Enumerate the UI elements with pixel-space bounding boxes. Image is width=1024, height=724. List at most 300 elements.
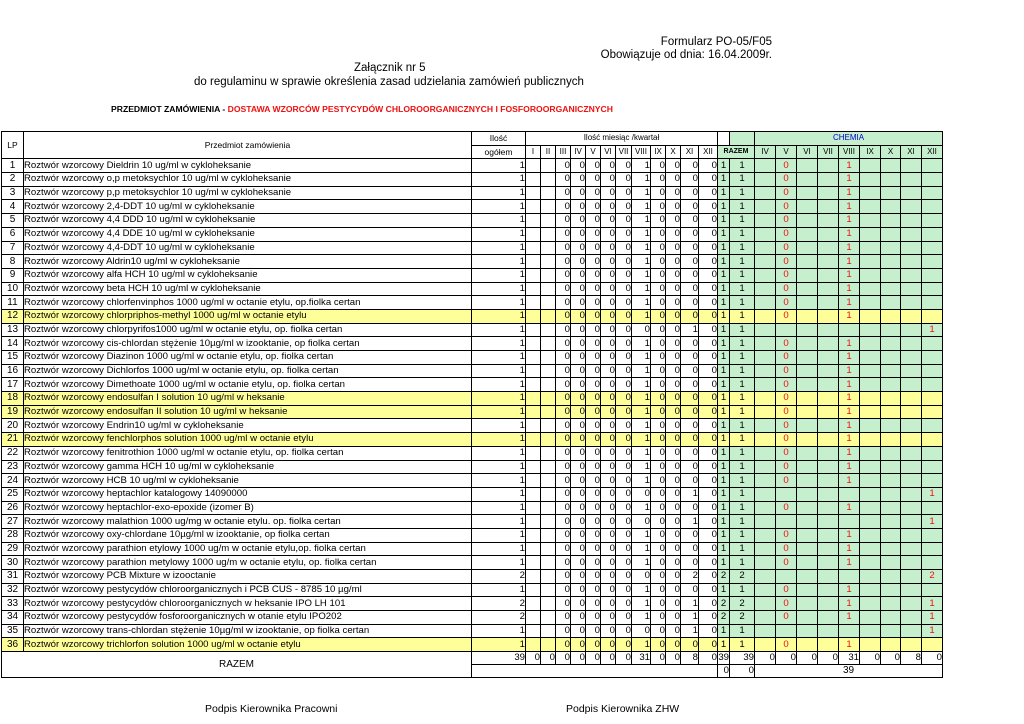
- row-subject: Roztwór wzorcowy parathion etylowy 1000 ug/m w octanie etylu,op. fiolka certan: [24, 542, 472, 556]
- row-chem-qty: [881, 638, 901, 652]
- row-month-qty: 0: [651, 364, 666, 378]
- row-chem-qty: [839, 323, 860, 337]
- row-month-qty: [526, 364, 541, 378]
- row-month-qty: 0: [586, 501, 601, 515]
- row-chem-qty: [860, 173, 881, 187]
- header-blank: [718, 132, 730, 146]
- row-month-qty: 0: [651, 597, 666, 611]
- row-month-qty: 0: [616, 501, 632, 515]
- row-month-qty: 0: [586, 474, 601, 488]
- row-chem-qty: [860, 268, 881, 282]
- row-month-qty: [541, 515, 556, 529]
- row-chem-qty: [818, 159, 839, 173]
- row-month-qty: 0: [651, 515, 666, 529]
- row-chem-qty: 0: [776, 501, 797, 515]
- row-razem: 1: [718, 323, 730, 337]
- row-chem-qty: [922, 241, 943, 255]
- row-chem-qty: 1: [922, 624, 943, 638]
- form-code: Formularz PO-05/F05: [660, 36, 772, 48]
- row-month-qty: 0: [651, 611, 666, 625]
- row-month-qty: 0: [666, 638, 681, 652]
- row-chem-qty: [901, 515, 922, 529]
- row-chem-qty: [818, 460, 839, 474]
- row-chem-qty: [755, 597, 776, 611]
- order-subject-value: DOSTAWA WZORCÓW PESTYCYDÓW CHLOROORGANICZNYCH I FOSFOROORGANICZNYCH: [227, 104, 613, 114]
- row-chem-qty: [881, 570, 901, 584]
- row-chem-qty: [860, 309, 881, 323]
- row-total: 1: [472, 255, 526, 269]
- row-month-qty: [526, 501, 541, 515]
- row-subject: Roztwór wzorcowy Aldrin10 ug/ml w cykloheksanie: [24, 255, 472, 269]
- row-chem-qty: [922, 214, 943, 228]
- row-month-qty: 0: [616, 460, 632, 474]
- row-chem-qty: [755, 474, 776, 488]
- row-month-qty: 0: [556, 186, 571, 200]
- row-month-qty: 0: [556, 282, 571, 296]
- row-month-qty: 0: [556, 405, 571, 419]
- row-total: 1: [472, 214, 526, 228]
- row-chem-qty: [860, 255, 881, 269]
- row-lp: 35: [2, 624, 24, 638]
- row-chem-qty: [922, 309, 943, 323]
- row-month-qty: 0: [571, 173, 586, 187]
- table-row: [2, 487, 943, 501]
- row-month-qty: 0: [601, 296, 616, 310]
- row-chem-qty: [881, 173, 901, 187]
- row-month-qty: 0: [556, 570, 571, 584]
- row-month-qty: 0: [571, 501, 586, 515]
- table-row: [2, 282, 943, 296]
- row-month-qty: 0: [586, 227, 601, 241]
- row-month-qty: 0: [571, 378, 586, 392]
- row-chem-qty: [755, 214, 776, 228]
- row-month-qty: 0: [556, 200, 571, 214]
- row-chem-qty: [881, 460, 901, 474]
- row-month-qty: 0: [699, 214, 718, 228]
- row-razem: 1: [718, 378, 730, 392]
- row-chem-qty: 1: [922, 597, 943, 611]
- row-total: 1: [472, 268, 526, 282]
- row-chem-qty: [901, 501, 922, 515]
- row-razem-2: 1: [730, 296, 755, 310]
- row-chem-qty: 1: [839, 296, 860, 310]
- row-chem-qty: [797, 433, 818, 447]
- order-table-body: [2, 132, 943, 678]
- row-chem-qty: [922, 433, 943, 447]
- row-chem-qty: 0: [776, 159, 797, 173]
- row-month-qty: 0: [556, 638, 571, 652]
- row-month-qty: 0: [699, 351, 718, 365]
- row-month-qty: [526, 611, 541, 625]
- row-chem-qty: [860, 351, 881, 365]
- table-row: [2, 268, 943, 282]
- row-chem-qty: 1: [839, 638, 860, 652]
- header-monthly: Ilość miesiąc /kwartał: [526, 132, 718, 146]
- row-month-qty: 0: [632, 323, 651, 337]
- row-month-qty: [541, 186, 556, 200]
- row-chem-qty: [881, 542, 901, 556]
- row-chem-qty: [755, 241, 776, 255]
- row-chem-qty: [818, 378, 839, 392]
- row-month-qty: 0: [681, 501, 699, 515]
- row-month-qty: 1: [632, 433, 651, 447]
- row-month-qty: 0: [586, 296, 601, 310]
- row-chem-qty: [922, 337, 943, 351]
- row-month-qty: 1: [632, 392, 651, 406]
- row-total: 1: [472, 309, 526, 323]
- row-month-qty: 0: [651, 309, 666, 323]
- row-lp: 19: [2, 405, 24, 419]
- row-month-qty: 0: [601, 528, 616, 542]
- row-month-qty: [526, 542, 541, 556]
- row-month-qty: 0: [601, 241, 616, 255]
- row-chem-qty: [797, 214, 818, 228]
- month-header: IX: [651, 145, 666, 159]
- row-month-qty: 0: [616, 309, 632, 323]
- row-chem-qty: [860, 419, 881, 433]
- row-month-qty: 1: [632, 501, 651, 515]
- row-subject: Roztwór wzorcowy pestycydów fosforoorganicznych w otanie etylu IPO202: [24, 611, 472, 625]
- row-chem-qty: [818, 351, 839, 365]
- row-chem-qty: 2: [922, 570, 943, 584]
- row-month-qty: 0: [651, 542, 666, 556]
- row-subject: Roztwór wzorcowy Dimethoate 1000 ug/ml w octanie etylu, op. fiolka certan: [24, 378, 472, 392]
- row-subject: Roztwór wzorcowy chlorfenvinphos 1000 ug/ml w octanie etylu, op.fiolka certan: [24, 296, 472, 310]
- row-subject: Roztwór wzorcowy Endrin10 ug/ml w cykloheksanie: [24, 419, 472, 433]
- row-chem-qty: [860, 446, 881, 460]
- row-month-qty: 0: [601, 309, 616, 323]
- row-month-qty: 1: [681, 487, 699, 501]
- row-month-qty: 0: [651, 200, 666, 214]
- row-month-qty: 0: [666, 446, 681, 460]
- row-lp: 8: [2, 255, 24, 269]
- row-chem-qty: [818, 611, 839, 625]
- row-month-qty: [541, 364, 556, 378]
- row-razem: 1: [718, 337, 730, 351]
- row-chem-qty: [881, 200, 901, 214]
- row-chem-qty: [797, 378, 818, 392]
- row-chem-qty: 1: [839, 501, 860, 515]
- row-month-qty: 0: [616, 405, 632, 419]
- row-chem-qty: 0: [776, 214, 797, 228]
- row-chem-qty: [818, 583, 839, 597]
- row-chem-qty: [797, 351, 818, 365]
- row-total: 1: [472, 337, 526, 351]
- row-razem: 1: [718, 460, 730, 474]
- row-subject: Roztwór wzorcowy heptachlor katalogowy 14090000: [24, 487, 472, 501]
- row-month-qty: [526, 378, 541, 392]
- row-month-qty: 0: [666, 501, 681, 515]
- row-chem-qty: [901, 255, 922, 269]
- row-month-qty: 0: [616, 282, 632, 296]
- row-month-qty: [526, 556, 541, 570]
- row-total: 1: [472, 351, 526, 365]
- row-total: 1: [472, 323, 526, 337]
- row-razem-2: 1: [730, 542, 755, 556]
- header-chemia: CHEMIA: [755, 132, 943, 146]
- row-chem-qty: [881, 501, 901, 515]
- row-chem-qty: [901, 405, 922, 419]
- table-row: [2, 323, 943, 337]
- row-month-qty: 0: [556, 214, 571, 228]
- row-month-qty: 0: [571, 282, 586, 296]
- row-month-qty: 0: [666, 405, 681, 419]
- row-month-qty: 0: [616, 419, 632, 433]
- row-total: 1: [472, 296, 526, 310]
- row-month-qty: 0: [666, 597, 681, 611]
- row-razem-2: 1: [730, 624, 755, 638]
- row-month-qty: 0: [586, 351, 601, 365]
- row-month-qty: 0: [586, 583, 601, 597]
- row-razem: 1: [718, 583, 730, 597]
- row-month-qty: 0: [586, 556, 601, 570]
- row-subject: Roztwór wzorcowy endosulfan II solution 10 ug/ml w heksanie: [24, 405, 472, 419]
- row-total: 1: [472, 378, 526, 392]
- chem-month-header: VI: [797, 145, 818, 159]
- row-total: 1: [472, 433, 526, 447]
- row-total: 1: [472, 556, 526, 570]
- row-month-qty: 0: [681, 378, 699, 392]
- row-month-qty: 0: [601, 186, 616, 200]
- row-chem-qty: 0: [776, 282, 797, 296]
- row-chem-qty: [797, 309, 818, 323]
- row-chem-qty: [922, 268, 943, 282]
- row-chem-qty: [755, 583, 776, 597]
- table-row: [2, 433, 943, 447]
- row-subject: Roztwór wzorcowy cis-chlordan stężenie 10µg/ml w izooktanie, op fiolka certan: [24, 337, 472, 351]
- row-month-qty: 0: [699, 419, 718, 433]
- header-total-2: ogółem: [472, 145, 526, 159]
- table-row: [2, 255, 943, 269]
- row-month-qty: 0: [699, 556, 718, 570]
- row-month-qty: 0: [666, 542, 681, 556]
- row-month-qty: 1: [681, 515, 699, 529]
- row-chem-qty: [901, 624, 922, 638]
- row-chem-qty: [922, 200, 943, 214]
- row-chem-qty: [922, 296, 943, 310]
- row-month-qty: 0: [586, 528, 601, 542]
- row-month-qty: [541, 351, 556, 365]
- totals-month: 0: [651, 652, 666, 665]
- row-month-qty: 1: [632, 597, 651, 611]
- row-chem-qty: [881, 419, 901, 433]
- row-month-qty: 0: [616, 611, 632, 625]
- row-chem-qty: [755, 501, 776, 515]
- row-subject: Roztwór wzorcowy Diazinon 1000 ug/ml w octanie etylu, op. fiolka certan: [24, 351, 472, 365]
- row-chem-qty: [797, 419, 818, 433]
- table-row: [2, 556, 943, 570]
- row-month-qty: 0: [586, 241, 601, 255]
- row-chem-qty: 1: [839, 309, 860, 323]
- row-razem: 1: [718, 159, 730, 173]
- row-month-qty: 0: [699, 200, 718, 214]
- totals-chem: 0: [797, 652, 818, 665]
- row-month-qty: [541, 309, 556, 323]
- row-month-qty: 0: [586, 282, 601, 296]
- table-row: [2, 638, 943, 652]
- row-month-qty: 0: [586, 624, 601, 638]
- row-month-qty: 0: [666, 309, 681, 323]
- row-month-qty: 0: [616, 364, 632, 378]
- row-month-qty: 0: [616, 323, 632, 337]
- row-subject: Roztwór wzorcowy trichlorfon solution 1000 ug/ml w octanie etylu: [24, 638, 472, 652]
- row-month-qty: 0: [556, 241, 571, 255]
- month-header: XI: [681, 145, 699, 159]
- row-chem-qty: [922, 227, 943, 241]
- row-chem-qty: [860, 624, 881, 638]
- row-chem-qty: 0: [776, 611, 797, 625]
- row-chem-qty: [860, 405, 881, 419]
- row-subject: Roztwór wzorcowy 4,4 DDD 10 ug/ml w cykloheksanie: [24, 214, 472, 228]
- table-row: [2, 351, 943, 365]
- row-chem-qty: [901, 487, 922, 501]
- row-chem-qty: [901, 323, 922, 337]
- row-month-qty: 0: [651, 528, 666, 542]
- row-month-qty: 0: [586, 364, 601, 378]
- chem-month-header: IV: [755, 145, 776, 159]
- row-chem-qty: [755, 624, 776, 638]
- row-razem: 1: [718, 624, 730, 638]
- row-razem-2: 1: [730, 405, 755, 419]
- row-month-qty: [526, 474, 541, 488]
- row-chem-qty: [901, 597, 922, 611]
- row-chem-qty: [922, 405, 943, 419]
- row-month-qty: 0: [616, 227, 632, 241]
- row-lp: 3: [2, 186, 24, 200]
- row-chem-qty: [755, 570, 776, 584]
- row-chem-qty: [860, 515, 881, 529]
- row-month-qty: 0: [699, 570, 718, 584]
- row-month-qty: 0: [616, 337, 632, 351]
- row-subject: Roztwór wzorcowy Dieldrin 10 ug/ml w cykloheksanie: [24, 159, 472, 173]
- row-chem-qty: [818, 528, 839, 542]
- row-chem-qty: [860, 570, 881, 584]
- row-chem-qty: [901, 200, 922, 214]
- row-month-qty: 0: [571, 268, 586, 282]
- row-chem-qty: [797, 296, 818, 310]
- row-month-qty: [526, 214, 541, 228]
- row-chem-qty: [901, 556, 922, 570]
- row-month-qty: 0: [601, 583, 616, 597]
- row-chem-qty: [797, 611, 818, 625]
- row-month-qty: [541, 255, 556, 269]
- row-month-qty: [526, 392, 541, 406]
- row-chem-qty: 0: [776, 200, 797, 214]
- row-month-qty: [541, 446, 556, 460]
- row-chem-qty: [881, 186, 901, 200]
- row-chem-qty: [818, 186, 839, 200]
- row-chem-qty: [901, 214, 922, 228]
- totals-chem: 0: [755, 652, 776, 665]
- row-subject: Roztwór wzorcowy 4,4-DDT 10 ug/ml w cykloheksanie: [24, 241, 472, 255]
- row-month-qty: 0: [666, 556, 681, 570]
- table-row: [2, 173, 943, 187]
- row-chem-qty: [860, 364, 881, 378]
- row-chem-qty: [818, 337, 839, 351]
- row-month-qty: 0: [571, 351, 586, 365]
- row-month-qty: 0: [586, 392, 601, 406]
- row-month-qty: 0: [556, 433, 571, 447]
- row-month-qty: [541, 159, 556, 173]
- month-header: VIII: [632, 145, 651, 159]
- row-chem-qty: [818, 214, 839, 228]
- totals-chem-sum: 39: [755, 665, 943, 678]
- row-month-qty: 0: [666, 392, 681, 406]
- row-month-qty: 0: [681, 241, 699, 255]
- row-month-qty: [526, 323, 541, 337]
- row-month-qty: 1: [632, 200, 651, 214]
- row-total: 1: [472, 282, 526, 296]
- row-chem-qty: [818, 597, 839, 611]
- row-razem-2: 1: [730, 241, 755, 255]
- row-month-qty: 0: [601, 200, 616, 214]
- row-lp: 13: [2, 323, 24, 337]
- row-month-qty: [541, 392, 556, 406]
- row-lp: 33: [2, 597, 24, 611]
- row-razem-2: 1: [730, 268, 755, 282]
- row-chem-qty: [797, 542, 818, 556]
- row-chem-qty: [922, 159, 943, 173]
- row-month-qty: 0: [699, 501, 718, 515]
- row-month-qty: 0: [681, 433, 699, 447]
- row-month-qty: [541, 624, 556, 638]
- row-chem-qty: [881, 227, 901, 241]
- table-row: [2, 474, 943, 488]
- row-chem-qty: [818, 515, 839, 529]
- row-razem-2: 1: [730, 474, 755, 488]
- row-month-qty: 1: [632, 309, 651, 323]
- row-chem-qty: [818, 282, 839, 296]
- row-lp: 34: [2, 611, 24, 625]
- row-chem-qty: [818, 296, 839, 310]
- razem-header: RAZEM: [718, 145, 755, 159]
- row-month-qty: 0: [571, 309, 586, 323]
- row-chem-qty: 1: [839, 611, 860, 625]
- row-month-qty: 0: [681, 200, 699, 214]
- row-razem-2: 1: [730, 378, 755, 392]
- row-month-qty: 0: [571, 296, 586, 310]
- row-month-qty: 0: [556, 501, 571, 515]
- row-month-qty: 0: [651, 501, 666, 515]
- row-month-qty: 0: [601, 638, 616, 652]
- row-total: 1: [472, 515, 526, 529]
- row-month-qty: 0: [556, 556, 571, 570]
- totals-month: 0: [699, 652, 718, 665]
- row-month-qty: [526, 528, 541, 542]
- row-month-qty: 1: [681, 624, 699, 638]
- row-chem-qty: 1: [839, 542, 860, 556]
- row-month-qty: 2: [681, 570, 699, 584]
- row-razem-2: 1: [730, 351, 755, 365]
- row-month-qty: 0: [616, 241, 632, 255]
- row-month-qty: 0: [632, 624, 651, 638]
- form-effective-date: Obowiązuje od dnia: 16.04.2009r.: [600, 49, 772, 61]
- month-header: VI: [601, 145, 616, 159]
- row-month-qty: 0: [571, 611, 586, 625]
- row-lp: 18: [2, 392, 24, 406]
- row-chem-qty: [797, 528, 818, 542]
- row-chem-qty: [755, 638, 776, 652]
- row-month-qty: 0: [571, 638, 586, 652]
- row-razem-2: 2: [730, 570, 755, 584]
- row-chem-qty: [818, 624, 839, 638]
- row-chem-qty: 1: [839, 241, 860, 255]
- row-month-qty: 1: [632, 337, 651, 351]
- row-month-qty: 0: [586, 446, 601, 460]
- row-razem: 1: [718, 173, 730, 187]
- row-month-qty: 0: [586, 337, 601, 351]
- row-chem-qty: [755, 255, 776, 269]
